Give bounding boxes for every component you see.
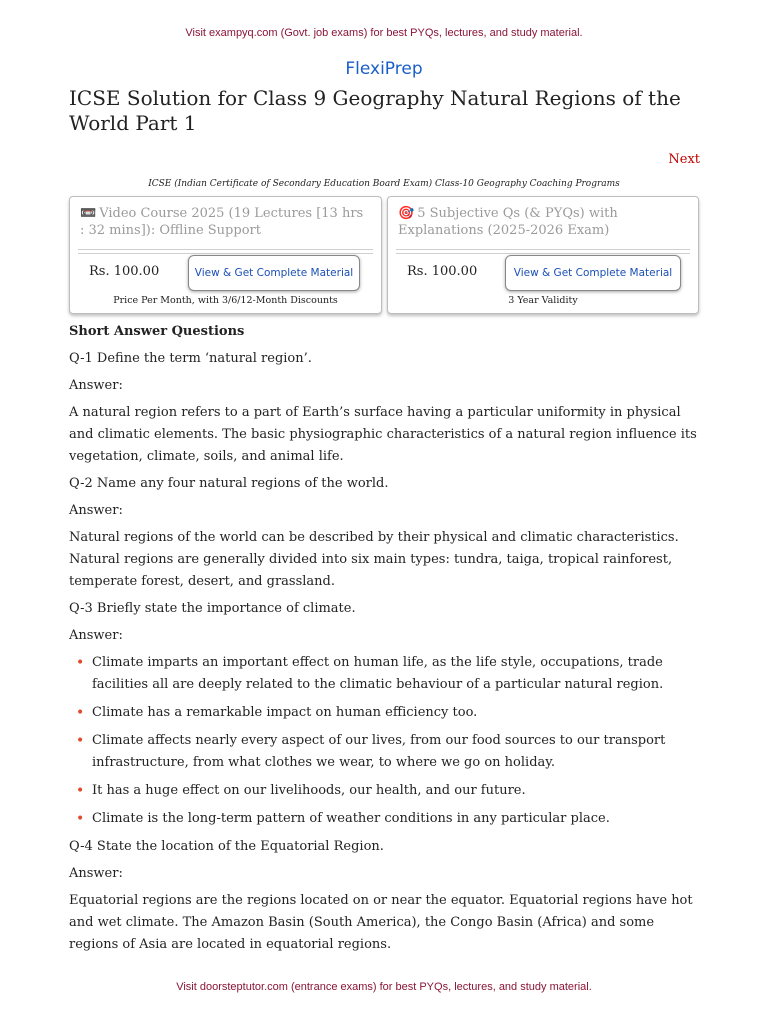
article-body [69,321,701,961]
target-icon: 🎯 [398,206,415,221]
answer-label: Answer: [69,503,123,518]
answer-2: Natural regions of the world can be described by their physical and climatic characteristics. Natural regions are generally divided into six main types: tundra, taiga, tropical rainforest, temperate forest, desert, and grassland. [69,530,679,589]
divider [396,253,690,254]
card-title-text: Video Course 2025 (19 Lectures [13 hrs : 32 mins]): Offline Support [80,206,364,238]
answer-label: Answer: [69,628,123,643]
list-item: • Climate is the long-term pattern of weather conditions in any particular place. [92,808,701,830]
video-icon: 📼 [80,206,97,221]
card-title [80,205,371,239]
answer-3-list [69,652,701,830]
page-title: ICSE Solution for Class 9 Geography Natural Regions of the World Part 1 [69,86,681,135]
course-caption: ICSE (Indian Certificate of Secondary Education Board Exam) Class-10 Geography Coaching Programs [148,179,620,189]
price-label: Rs. 100.00 [89,264,160,279]
question-3: Q-3 Briefly state the importance of climate. [69,601,356,616]
divider [78,249,373,250]
card-footer: 3 Year Validity [508,295,578,306]
card-title [398,205,688,239]
answer-1: A natural region refers to a part of Earth’s surface having a particular uniformity in physical and climatic elements. The basic physiographic characteristics of a natural region influence its vegetation, climate, soils, and animal life. [69,405,697,464]
question-2: Q-2 Name any four natural regions of the world. [69,476,389,491]
section-heading: Short Answer Questions [69,324,245,339]
list-item: • Climate has a remarkable impact on human efficiency too. [92,702,701,724]
view-material-button[interactable]: View & Get Complete Material [505,255,681,291]
top-banner-link[interactable]: Visit exampyq.com (Govt. job exams) for best PYQs, lectures, and study material. [185,27,583,39]
next-link[interactable]: Next [668,152,700,167]
list-item: • Climate imparts an important effect on human life, as the life style, occupations, trade facilities all are deeply related to the climatic behaviour of a particular natural region. [92,652,701,696]
course-card-subjective [387,196,699,314]
divider [78,253,373,254]
card-title-text: 5 Subjective Qs (& PYQs) with Explanations (2025-2026 Exam) [398,206,618,238]
view-material-button[interactable]: View & Get Complete Material [188,255,360,291]
card-footer: Price Per Month, with 3/6/12-Month Discounts [113,295,338,306]
bottom-banner-link[interactable]: Visit doorsteptutor.com (entrance exams) for best PYQs, lectures, and study material. [176,981,592,993]
answer-4: Equatorial regions are the regions located on or near the equator. Equatorial regions have hot and wet climate. The Amazon Basin (South America), the Congo Basin (Africa) and some regions of Asia are located in equatorial regions. [69,893,693,952]
divider [396,249,690,250]
answer-label: Answer: [69,378,123,393]
course-card-video [69,196,382,314]
question-1: Q-1 Define the term ‘natural region’. [69,351,312,366]
list-item: • It has a huge effect on our livelihoods, our health, and our future. [92,780,701,802]
answer-label: Answer: [69,866,123,881]
site-logo[interactable]: FlexiPrep [345,59,423,79]
list-item: • Climate affects nearly every aspect of our lives, from our food sources to our transport infrastructure, from what clothes we wear, to where we go on holiday. [92,730,701,774]
price-label: Rs. 100.00 [407,264,478,279]
question-4: Q-4 State the location of the Equatorial Region. [69,839,384,854]
